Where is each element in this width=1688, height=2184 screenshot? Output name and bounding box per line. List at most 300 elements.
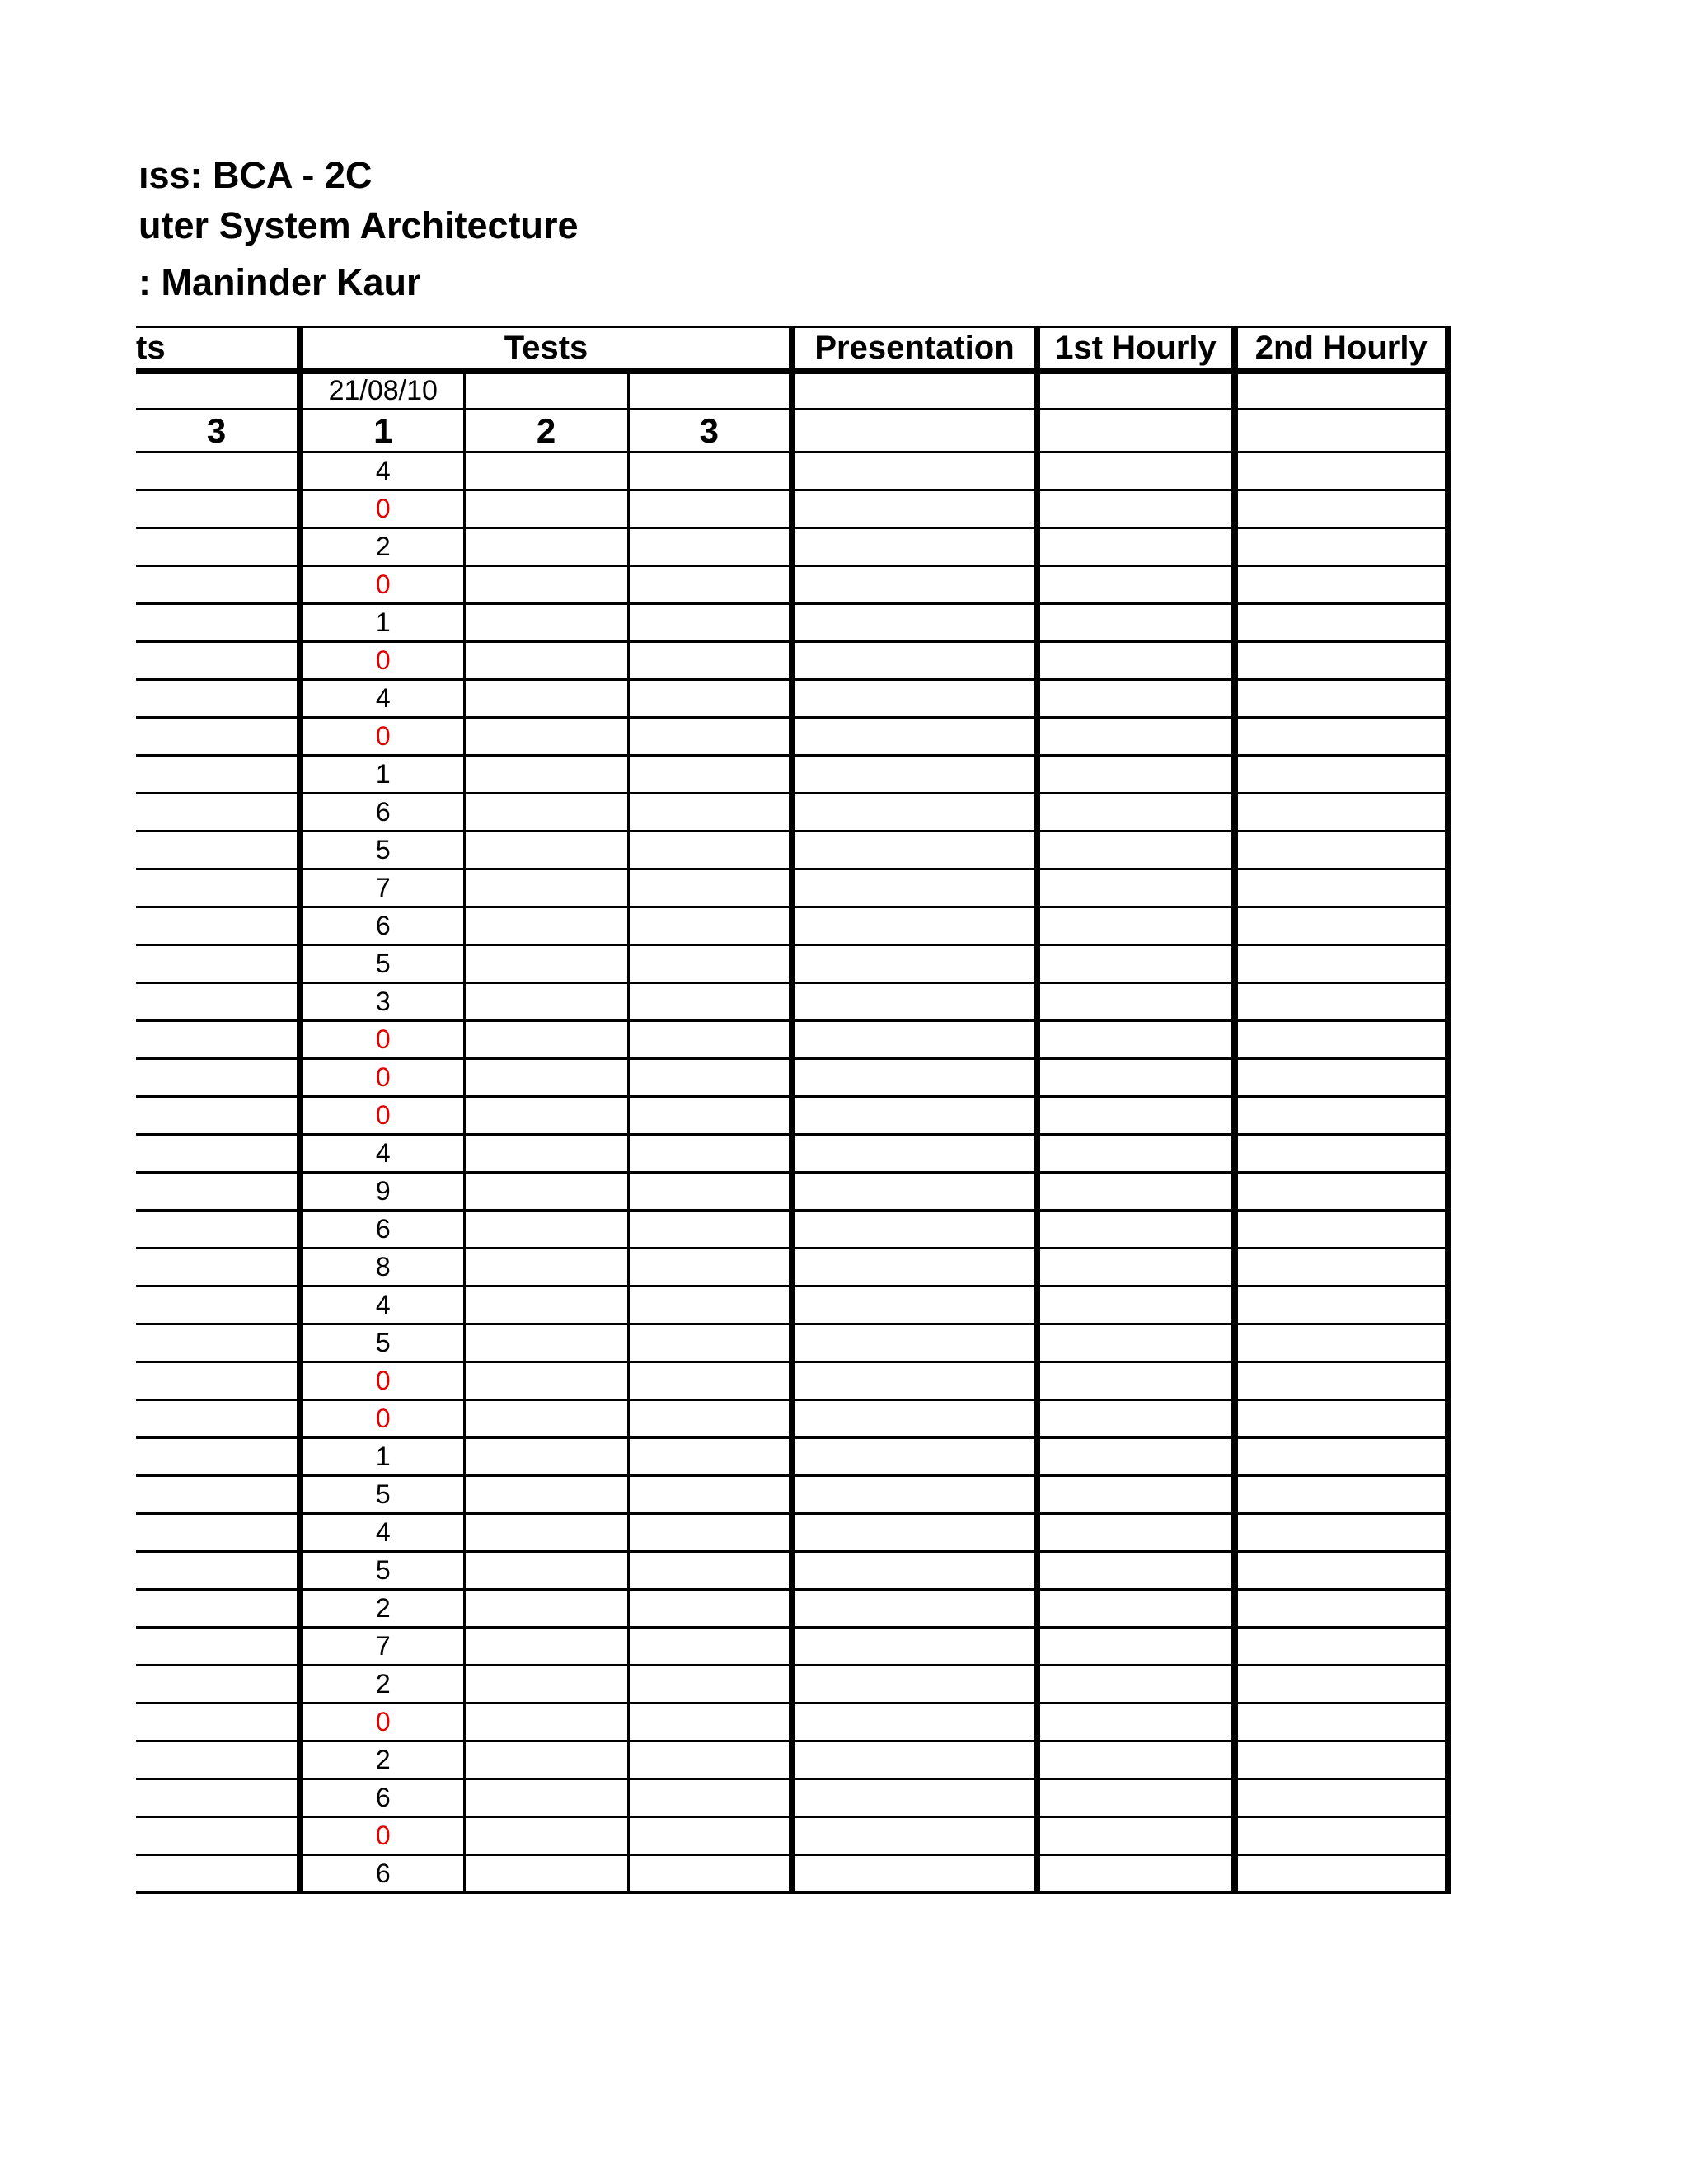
test2-score-cell — [464, 832, 628, 869]
test2-score-cell — [464, 983, 628, 1021]
assignment-3-cell — [136, 1628, 300, 1666]
second-hourly-cell — [1235, 1059, 1447, 1097]
test2-score-cell — [464, 1438, 628, 1476]
second-hourly-cell — [1235, 794, 1447, 832]
test3-score-cell — [628, 680, 792, 718]
second-hourly-cell — [1235, 1476, 1447, 1514]
test3-score-cell — [628, 1400, 792, 1438]
presentation-cell — [792, 1741, 1037, 1779]
first-hourly-cell — [1037, 1704, 1235, 1741]
first-hourly-cell — [1037, 1249, 1235, 1286]
first-hourly-cell — [1037, 1097, 1235, 1135]
presentation-cell — [792, 1552, 1037, 1590]
test2-score-cell — [464, 945, 628, 983]
second-hourly-cell — [1235, 1249, 1447, 1286]
second-hourly-cell — [1235, 756, 1447, 794]
test2-score-cell — [464, 528, 628, 566]
test2-score-cell — [464, 1476, 628, 1514]
assignment-3-cell — [136, 1135, 300, 1173]
table-row — [136, 983, 1447, 1021]
subject-title: uter System Architecture — [138, 204, 579, 246]
test2-score-cell — [464, 756, 628, 794]
test2-score-cell — [464, 566, 628, 604]
test2-score-cell — [464, 1855, 628, 1893]
second-hourly-cell — [1235, 1552, 1447, 1590]
first-hourly-cell — [1037, 907, 1235, 945]
second-hourly-cell — [1235, 1704, 1447, 1741]
test1-score-cell: 0 — [300, 566, 464, 604]
assignment-3-cell — [136, 1704, 300, 1741]
first-hourly-cell — [1037, 1590, 1235, 1628]
presentation-cell — [792, 983, 1037, 1021]
test3-score-cell — [628, 1211, 792, 1249]
test3-score-cell — [628, 604, 792, 642]
table-row — [136, 1211, 1447, 1249]
test3-score-cell — [628, 1286, 792, 1324]
presentation-cell — [792, 452, 1037, 490]
teacher-title: : Maninder Kaur — [138, 261, 421, 303]
second-hourly-cell — [1235, 1590, 1447, 1628]
first-hourly-cell — [1037, 1438, 1235, 1476]
table-row — [136, 945, 1447, 983]
assignment-3-cell — [136, 1211, 300, 1249]
second-hourly-cell — [1235, 1021, 1447, 1059]
table-row — [136, 718, 1447, 756]
test-number-2: 2 — [464, 410, 628, 452]
second-hourly-cell — [1235, 832, 1447, 869]
test1-score-cell: 4 — [300, 680, 464, 718]
test2-score-cell — [464, 680, 628, 718]
test3-score-cell — [628, 1779, 792, 1817]
table-row — [136, 1552, 1447, 1590]
test1-score-cell: 1 — [300, 1438, 464, 1476]
first-hourly-cell — [1037, 1362, 1235, 1400]
test2-score-cell — [464, 1362, 628, 1400]
presentation-cell — [792, 794, 1037, 832]
table-row — [136, 452, 1447, 490]
second-hourly-cell — [1235, 1173, 1447, 1211]
second-hourly-cell — [1235, 1855, 1447, 1893]
presentation-cell — [792, 1779, 1037, 1817]
test2-score-cell — [464, 1021, 628, 1059]
second-hourly-cell — [1235, 1817, 1447, 1855]
test3-score-cell — [628, 1135, 792, 1173]
first-hourly-cell — [1037, 604, 1235, 642]
test2-score-cell — [464, 1779, 628, 1817]
presentation-header: Presentation — [792, 327, 1037, 372]
table-row — [136, 794, 1447, 832]
table-row — [136, 604, 1447, 642]
second-hourly-cell — [1235, 1741, 1447, 1779]
second-hourly-cell — [1235, 1666, 1447, 1704]
test2-score-cell — [464, 490, 628, 528]
table-row — [136, 1324, 1447, 1362]
test3-score-cell — [628, 1666, 792, 1704]
first-hourly-cell — [1037, 756, 1235, 794]
first-hourly-cell — [1037, 1552, 1235, 1590]
assignment-3-cell — [136, 869, 300, 907]
test1-score-cell: 6 — [300, 794, 464, 832]
assignment-3-cell — [136, 1590, 300, 1628]
presentation-cell — [792, 1704, 1037, 1741]
first-hourly-cell — [1037, 1021, 1235, 1059]
test1-score-cell: 2 — [300, 1741, 464, 1779]
test3-score-cell — [628, 756, 792, 794]
presentation-cell — [792, 1135, 1037, 1173]
table-row — [136, 1400, 1447, 1438]
second-hourly-number — [1235, 410, 1447, 452]
test1-score-cell: 2 — [300, 1590, 464, 1628]
class-title: ıss: BCA - 2C — [138, 154, 373, 196]
test1-score-cell: 2 — [300, 528, 464, 566]
test3-score-cell — [628, 1552, 792, 1590]
presentation-cell — [792, 1400, 1037, 1438]
presentation-cell — [792, 1362, 1037, 1400]
table-row — [136, 1628, 1447, 1666]
assignment-3-cell — [136, 452, 300, 490]
test3-score-cell — [628, 1817, 792, 1855]
test1-score-cell: 0 — [300, 490, 464, 528]
test3-score-cell — [628, 983, 792, 1021]
tests-group-header: Tests — [300, 327, 792, 372]
assignment-3-cell — [136, 680, 300, 718]
test-number-3: 3 — [628, 410, 792, 452]
assignment-number-3: 3 — [136, 410, 300, 452]
presentation-number — [792, 410, 1037, 452]
first-hourly-cell — [1037, 1324, 1235, 1362]
presentation-cell — [792, 1249, 1037, 1286]
second-hourly-date — [1235, 372, 1447, 410]
test2-score-cell — [464, 1741, 628, 1779]
assignment-3-cell — [136, 1362, 300, 1400]
assignment-3-cell — [136, 1324, 300, 1362]
test1-score-cell: 4 — [300, 1135, 464, 1173]
assignment-3-cell — [136, 1097, 300, 1135]
test1-score-cell: 6 — [300, 907, 464, 945]
test2-score-cell — [464, 1666, 628, 1704]
first-hourly-cell — [1037, 869, 1235, 907]
presentation-cell — [792, 566, 1037, 604]
second-hourly-cell — [1235, 1097, 1447, 1135]
presentation-cell — [792, 1173, 1037, 1211]
second-hourly-header: 2nd Hourly — [1235, 327, 1447, 372]
assignment-3-cell — [136, 794, 300, 832]
second-hourly-cell — [1235, 528, 1447, 566]
assignment-3-cell — [136, 1286, 300, 1324]
first-hourly-cell — [1037, 1400, 1235, 1438]
second-hourly-cell — [1235, 1135, 1447, 1173]
first-hourly-cell — [1037, 642, 1235, 680]
assignment-3-cell — [136, 718, 300, 756]
table-row — [136, 1249, 1447, 1286]
assignment-3-cell — [136, 907, 300, 945]
test2-score-cell — [464, 1097, 628, 1135]
presentation-cell — [792, 1438, 1037, 1476]
second-hourly-cell — [1235, 490, 1447, 528]
table-row — [136, 1476, 1447, 1514]
second-hourly-cell — [1235, 1628, 1447, 1666]
second-hourly-cell — [1235, 680, 1447, 718]
table-row — [136, 1704, 1447, 1741]
test3-score-cell — [628, 1741, 792, 1779]
presentation-cell — [792, 869, 1037, 907]
second-hourly-cell — [1235, 1362, 1447, 1400]
table-row — [136, 680, 1447, 718]
first-hourly-cell — [1037, 1779, 1235, 1817]
table-row — [136, 1286, 1447, 1324]
second-hourly-cell — [1235, 945, 1447, 983]
test1-date: 21/08/10 — [300, 372, 464, 410]
test1-score-cell: 5 — [300, 1552, 464, 1590]
assignments-header-partial: ts — [136, 330, 166, 366]
test2-score-cell — [464, 718, 628, 756]
test3-score-cell — [628, 1476, 792, 1514]
test1-score-cell: 7 — [300, 1628, 464, 1666]
second-hourly-cell — [1235, 566, 1447, 604]
test3-score-cell — [628, 907, 792, 945]
test3-score-cell — [628, 642, 792, 680]
presentation-cell — [792, 1476, 1037, 1514]
test1-score-cell: 0 — [300, 1704, 464, 1741]
first-hourly-cell — [1037, 945, 1235, 983]
presentation-cell — [792, 907, 1037, 945]
assignment-3-cell — [136, 1400, 300, 1438]
table-row — [136, 1021, 1447, 1059]
second-hourly-cell — [1235, 1324, 1447, 1362]
table-row — [136, 1741, 1447, 1779]
test3-score-cell — [628, 1097, 792, 1135]
first-hourly-cell — [1037, 1817, 1235, 1855]
first-hourly-date — [1037, 372, 1235, 410]
test1-score-cell: 4 — [300, 1514, 464, 1552]
test2-score-cell — [464, 1400, 628, 1438]
test3-score-cell — [628, 452, 792, 490]
test3-score-cell — [628, 1590, 792, 1628]
test3-score-cell — [628, 869, 792, 907]
first-hourly-cell — [1037, 566, 1235, 604]
assignment-3-cell — [136, 490, 300, 528]
test1-score-cell: 2 — [300, 1666, 464, 1704]
test1-score-cell: 5 — [300, 1324, 464, 1362]
test1-score-cell: 6 — [300, 1855, 464, 1893]
second-hourly-cell — [1235, 718, 1447, 756]
assignment-3-cell — [136, 1021, 300, 1059]
table-row — [136, 1590, 1447, 1628]
first-hourly-cell — [1037, 718, 1235, 756]
date-cell-left — [136, 372, 300, 410]
presentation-cell — [792, 832, 1037, 869]
test2-score-cell — [464, 452, 628, 490]
table-row — [136, 1097, 1447, 1135]
first-hourly-cell — [1037, 832, 1235, 869]
test2-score-cell — [464, 1324, 628, 1362]
table-row — [136, 1666, 1447, 1704]
test3-score-cell — [628, 1173, 792, 1211]
assignment-3-cell — [136, 1779, 300, 1817]
first-hourly-cell — [1037, 1628, 1235, 1666]
first-hourly-cell — [1037, 452, 1235, 490]
test1-score-cell: 0 — [300, 1817, 464, 1855]
assignment-3-cell — [136, 1855, 300, 1893]
presentation-cell — [792, 1855, 1037, 1893]
first-hourly-cell — [1037, 1514, 1235, 1552]
test3-score-cell — [628, 566, 792, 604]
presentation-cell — [792, 756, 1037, 794]
test-number-1: 1 — [300, 410, 464, 452]
test3-score-cell — [628, 794, 792, 832]
presentation-cell — [792, 1324, 1037, 1362]
second-hourly-cell — [1235, 642, 1447, 680]
presentation-cell — [792, 680, 1037, 718]
test1-score-cell: 5 — [300, 832, 464, 869]
assignment-3-cell — [136, 1059, 300, 1097]
test3-score-cell — [628, 1438, 792, 1476]
test3-score-cell — [628, 1514, 792, 1552]
test3-score-cell — [628, 528, 792, 566]
table-row — [136, 528, 1447, 566]
presentation-cell — [792, 1666, 1037, 1704]
first-hourly-header: 1st Hourly — [1037, 327, 1235, 372]
presentation-cell — [792, 528, 1037, 566]
second-hourly-cell — [1235, 452, 1447, 490]
presentation-cell — [792, 718, 1037, 756]
second-hourly-cell — [1235, 604, 1447, 642]
second-hourly-cell — [1235, 1211, 1447, 1249]
test3-score-cell — [628, 1249, 792, 1286]
first-hourly-number — [1037, 410, 1235, 452]
test1-score-cell: 0 — [300, 642, 464, 680]
test1-score-cell: 0 — [300, 1059, 464, 1097]
table-row — [136, 1514, 1447, 1552]
presentation-cell — [792, 1514, 1037, 1552]
test3-score-cell — [628, 1324, 792, 1362]
test2-score-cell — [464, 604, 628, 642]
presentation-cell — [792, 1817, 1037, 1855]
test1-score-cell: 5 — [300, 945, 464, 983]
test1-score-cell: 6 — [300, 1211, 464, 1249]
table-row — [136, 907, 1447, 945]
first-hourly-cell — [1037, 1173, 1235, 1211]
presentation-cell — [792, 945, 1037, 983]
presentation-date — [792, 372, 1037, 410]
table-row — [136, 1855, 1447, 1893]
test3-score-cell — [628, 945, 792, 983]
presentation-cell — [792, 642, 1037, 680]
table-row — [136, 1779, 1447, 1817]
table-row — [136, 1438, 1447, 1476]
test2-score-cell — [464, 907, 628, 945]
test3-score-cell — [628, 1021, 792, 1059]
first-hourly-cell — [1037, 1135, 1235, 1173]
test3-date — [628, 372, 792, 410]
marks-table — [136, 326, 1451, 1894]
test1-score-cell: 3 — [300, 983, 464, 1021]
assignment-3-cell — [136, 1476, 300, 1514]
test3-score-cell — [628, 1855, 792, 1893]
presentation-cell — [792, 1059, 1037, 1097]
test1-score-cell: 1 — [300, 604, 464, 642]
table-row — [136, 490, 1447, 528]
first-hourly-cell — [1037, 528, 1235, 566]
first-hourly-cell — [1037, 1286, 1235, 1324]
test2-date — [464, 372, 628, 410]
assignment-3-cell — [136, 832, 300, 869]
test3-score-cell — [628, 1362, 792, 1400]
presentation-cell — [792, 490, 1037, 528]
assignment-3-cell — [136, 1741, 300, 1779]
test2-score-cell — [464, 1704, 628, 1741]
test1-score-cell: 7 — [300, 869, 464, 907]
table-row — [136, 1817, 1447, 1855]
test1-score-cell: 4 — [300, 452, 464, 490]
test2-score-cell — [464, 869, 628, 907]
table-row — [136, 756, 1447, 794]
table-row — [136, 1135, 1447, 1173]
first-hourly-cell — [1037, 1476, 1235, 1514]
test1-score-cell: 0 — [300, 718, 464, 756]
test2-score-cell — [464, 1135, 628, 1173]
test3-score-cell — [628, 832, 792, 869]
presentation-cell — [792, 1211, 1037, 1249]
presentation-cell — [792, 1097, 1037, 1135]
assignment-3-cell — [136, 1666, 300, 1704]
table-row — [136, 1362, 1447, 1400]
test2-score-cell — [464, 794, 628, 832]
test3-score-cell — [628, 1704, 792, 1741]
presentation-cell — [792, 1021, 1037, 1059]
test2-score-cell — [464, 1249, 628, 1286]
test1-score-cell: 8 — [300, 1249, 464, 1286]
assignment-3-cell — [136, 1817, 300, 1855]
table-row — [136, 832, 1447, 869]
table-row — [136, 566, 1447, 604]
test1-score-cell: 0 — [300, 1400, 464, 1438]
assignment-3-cell — [136, 983, 300, 1021]
test1-score-cell: 6 — [300, 1779, 464, 1817]
assignment-3-cell — [136, 945, 300, 983]
assignments-group-header — [136, 327, 300, 372]
second-hourly-cell — [1235, 1400, 1447, 1438]
second-hourly-cell — [1235, 1779, 1447, 1817]
assignment-3-cell — [136, 528, 300, 566]
presentation-cell — [792, 1286, 1037, 1324]
test2-score-cell — [464, 1590, 628, 1628]
test3-score-cell — [628, 1059, 792, 1097]
second-hourly-cell — [1235, 1514, 1447, 1552]
table-row — [136, 869, 1447, 907]
test2-score-cell — [464, 1817, 628, 1855]
second-hourly-cell — [1235, 869, 1447, 907]
first-hourly-cell — [1037, 1211, 1235, 1249]
assignment-3-cell — [136, 1249, 300, 1286]
assignment-3-cell — [136, 642, 300, 680]
first-hourly-cell — [1037, 680, 1235, 718]
presentation-cell — [792, 1628, 1037, 1666]
first-hourly-cell — [1037, 983, 1235, 1021]
test1-score-cell: 0 — [300, 1021, 464, 1059]
test1-score-cell: 0 — [300, 1362, 464, 1400]
assignment-3-cell — [136, 1514, 300, 1552]
first-hourly-cell — [1037, 1666, 1235, 1704]
table-row — [136, 1173, 1447, 1211]
first-hourly-cell — [1037, 1741, 1235, 1779]
test2-score-cell — [464, 1173, 628, 1211]
first-hourly-cell — [1037, 490, 1235, 528]
second-hourly-cell — [1235, 907, 1447, 945]
test3-score-cell — [628, 1628, 792, 1666]
test2-score-cell — [464, 1514, 628, 1552]
test2-score-cell — [464, 1628, 628, 1666]
